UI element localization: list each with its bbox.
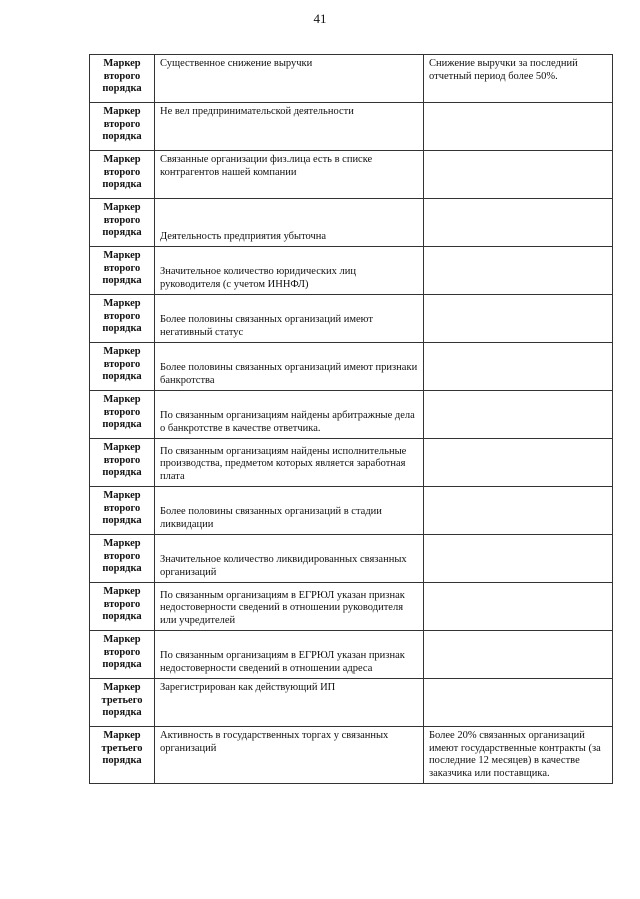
condition-cell: Связанные организации физ.лица есть в списке контрагентов нашей компании (155, 151, 424, 199)
condition-cell: По связанным организациям найдены исполнительные производства, предметом которых является заработная плата (155, 439, 424, 487)
condition-cell: Значительное количество юридических лиц руководителя (с учетом ИННФЛ) (155, 247, 424, 295)
marker-cell: Маркер второго порядка (90, 247, 155, 295)
table-row (90, 487, 613, 535)
criterion-cell: Снижение выручки за последний отчетный период более 50%. (424, 55, 613, 103)
condition-cell: По связанным организациям найдены арбитражные дела о банкротстве в качестве ответчика. (155, 391, 424, 439)
table-row (90, 55, 613, 103)
markers-table (89, 54, 613, 784)
criterion-cell (424, 391, 613, 439)
marker-cell: Маркер второго порядка (90, 631, 155, 679)
marker-cell: Маркер второго порядка (90, 55, 155, 103)
condition-cell: Деятельность предприятия убыточна (155, 199, 424, 247)
condition-cell: Более половины связанных организаций в стадии ликвидации (155, 487, 424, 535)
marker-cell: Маркер второго порядка (90, 391, 155, 439)
marker-cell: Маркер третьего порядка (90, 727, 155, 784)
condition-cell: По связанным организациям в ЕГРЮЛ указан признак недостоверности сведений в отношении руководителя или учредителей (155, 583, 424, 631)
condition-cell: Более половины связанных организаций имеют негативный статус (155, 295, 424, 343)
marker-cell: Маркер второго порядка (90, 343, 155, 391)
condition-cell: По связанным организациям в ЕГРЮЛ указан признак недостоверности сведений в отношении адреса (155, 631, 424, 679)
criterion-cell (424, 151, 613, 199)
table-row (90, 679, 613, 727)
marker-cell: Маркер второго порядка (90, 103, 155, 151)
condition-cell: Более половины связанных организаций имеют признаки банкротства (155, 343, 424, 391)
table-row (90, 199, 613, 247)
marker-cell: Маркер второго порядка (90, 199, 155, 247)
criterion-cell (424, 679, 613, 727)
criterion-cell (424, 199, 613, 247)
criterion-cell (424, 247, 613, 295)
table-row (90, 535, 613, 583)
table-row (90, 727, 613, 784)
marker-cell: Маркер второго порядка (90, 151, 155, 199)
criterion-cell (424, 439, 613, 487)
marker-cell: Маркер второго порядка (90, 583, 155, 631)
criterion-cell (424, 583, 613, 631)
table-row (90, 631, 613, 679)
page-number: 41 (313, 11, 327, 26)
marker-cell: Маркер второго порядка (90, 535, 155, 583)
criterion-cell (424, 103, 613, 151)
criterion-cell (424, 343, 613, 391)
condition-cell: Зарегистрирован как действующий ИП (155, 679, 424, 727)
table-row (90, 295, 613, 343)
condition-cell: Существенное снижение выручки (155, 55, 424, 103)
criterion-cell (424, 487, 613, 535)
marker-cell: Маркер второго порядка (90, 295, 155, 343)
marker-cell: Маркер третьего порядка (90, 679, 155, 727)
table-row (90, 151, 613, 199)
criterion-cell (424, 535, 613, 583)
table-row (90, 583, 613, 631)
table-row (90, 439, 613, 487)
criterion-cell (424, 631, 613, 679)
marker-cell: Маркер второго порядка (90, 439, 155, 487)
condition-cell: Значительное количество ликвидированных связанных организаций (155, 535, 424, 583)
condition-cell: Не вел предпринимательской деятельности (155, 103, 424, 151)
table-row (90, 247, 613, 295)
criterion-cell (424, 295, 613, 343)
table-row (90, 343, 613, 391)
marker-cell: Маркер второго порядка (90, 487, 155, 535)
table-row (90, 391, 613, 439)
condition-cell: Активность в государственных торгах у связанных организаций (155, 727, 424, 784)
table-row (90, 103, 613, 151)
criterion-cell: Более 20% связанных организаций имеют государственные контракты (за последние 12 месяцев) в качестве заказчика или поставщика. (424, 727, 613, 784)
